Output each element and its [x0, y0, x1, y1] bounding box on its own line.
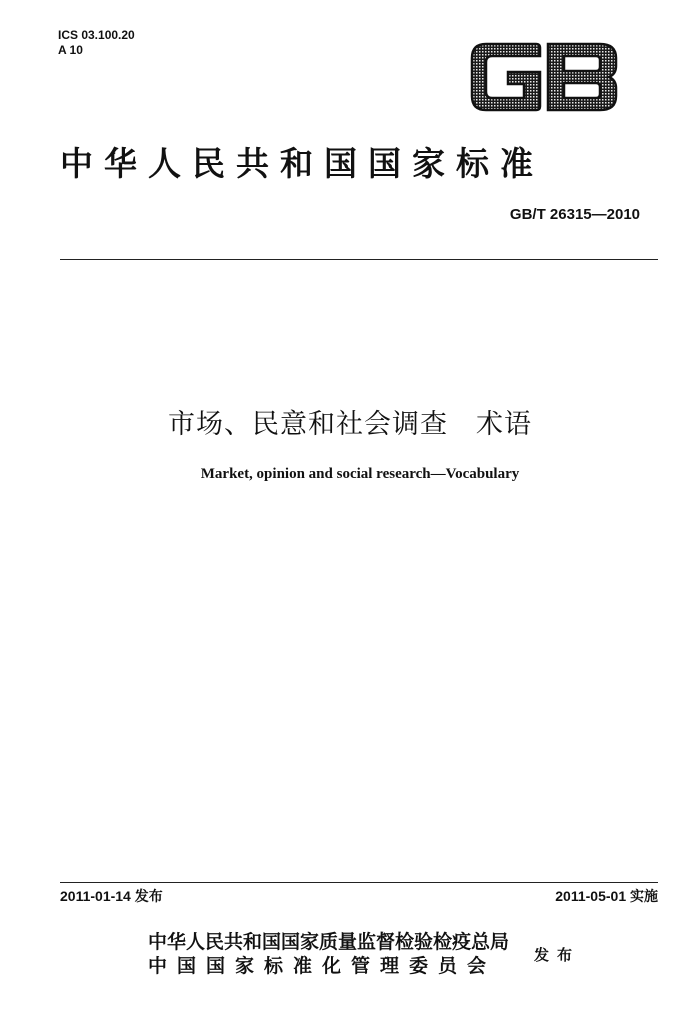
issuer-sac: 中国国家标准化管理委员会 [148, 955, 497, 977]
issuer-aqsiq: 中华人民共和国国家质量监督检验检疫总局 [148, 931, 510, 953]
ics-code: ICS 03.100.20 [58, 28, 135, 42]
issue-date: 2011-01-14 发布 [60, 888, 163, 904]
header-divider [60, 259, 658, 260]
issuing-authorities [148, 930, 509, 978]
document-title-cn: 市场、民意和社会调查 术语 [168, 409, 532, 440]
document-title-en: Market, opinion and social research—Vocabulary [200, 466, 520, 482]
implementation-date: 2011-05-01 实施 [555, 888, 658, 904]
standard-title: 中华人民共和国国家标准 [60, 144, 544, 183]
ccs-code: A 10 [58, 43, 83, 57]
footer-divider [60, 882, 658, 883]
publish-label: 发布 [534, 946, 581, 964]
standard-number: GB/T 26315—2010 [509, 206, 640, 223]
gb-logo-icon [470, 42, 618, 112]
classification-codes [58, 28, 135, 58]
